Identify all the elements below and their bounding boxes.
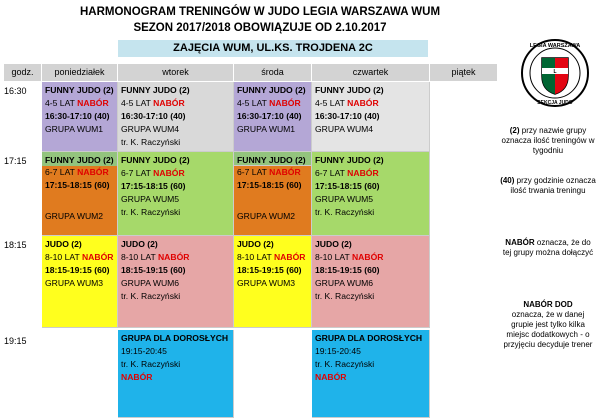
enrollment-badge: NABÓR (269, 167, 301, 177)
schedule-cell (118, 236, 234, 328)
trainer-name: tr. K. Raczyński (121, 137, 181, 147)
legend-text: przy godzinie oznacza ilość trwania treningu (510, 176, 596, 195)
schedule-cell (234, 82, 312, 152)
schedule-cell (234, 166, 312, 236)
group-name: GRUPA WUM2 (45, 211, 104, 221)
schedule-cell (118, 330, 234, 418)
class-time: 16:30-17:10 (40) (121, 111, 186, 121)
header-monday: poniedziałek (42, 64, 118, 81)
group-name: GRUPA WUM3 (237, 278, 296, 288)
schedule-cell (118, 82, 234, 152)
svg-text:LEGIA WARSZAWA: LEGIA WARSZAWA (529, 43, 581, 49)
group-name: GRUPA WUM6 (315, 278, 374, 288)
time-label: 19:15 (4, 336, 27, 346)
class-time: 19:15-20:45 (315, 346, 361, 356)
age-group: 8-10 LAT (45, 252, 80, 262)
enrollment-badge: NABÓR (77, 98, 109, 108)
class-time: 18:15-19:15 (60) (315, 265, 380, 275)
class-name: FUNNY JUDO (2) (45, 85, 114, 95)
class-name: GRUPA DLA DOROSŁYCH (315, 333, 423, 343)
group-name: GRUPA WUM3 (45, 278, 104, 288)
enrollment-badge: NABÓR (121, 372, 153, 382)
svg-text:SEKCJA JUDO: SEKCJA JUDO (537, 100, 573, 106)
legend-key: (40) (500, 176, 515, 185)
legend-note-sessions (500, 126, 596, 156)
header-friday: piątek (430, 64, 498, 81)
group-name: GRUPA WUM6 (121, 278, 180, 288)
class-name: FUNNY JUDO (2) (121, 155, 190, 165)
schedule-cell (234, 236, 312, 328)
class-time: 17:15-18:15 (60) (237, 180, 302, 190)
age-group: 8-10 LAT (237, 252, 272, 262)
schedule-cell (312, 236, 430, 328)
legia-logo (520, 38, 590, 108)
age-group: 6-7 LAT (315, 168, 345, 178)
class-time: 16:30-17:10 (40) (237, 111, 302, 121)
svg-text:L: L (553, 69, 557, 75)
group-name: GRUPA WUM4 (121, 124, 180, 134)
age-group: 4-5 LAT (237, 98, 267, 108)
age-group: 8-10 LAT (315, 252, 350, 262)
class-name: JUDO (2) (45, 239, 82, 249)
class-name: GRUPA DLA DOROSŁYCH (121, 333, 229, 343)
age-group: 4-5 LAT (315, 98, 345, 108)
group-name: GRUPA WUM1 (45, 124, 104, 134)
class-name: FUNNY JUDO (2) (315, 155, 384, 165)
header-wednesday: środa (234, 64, 312, 81)
legend-key: NABÓR (505, 238, 535, 247)
class-name: FUNNY JUDO (2) (237, 155, 306, 165)
class-time: 18:15-19:15 (60) (45, 265, 110, 275)
trainer-name: tr. K. Raczyński (315, 207, 375, 217)
group-name: GRUPA WUM5 (315, 194, 374, 204)
schedule-cell (312, 152, 430, 236)
enrollment-badge: NABÓR (273, 252, 306, 262)
legend-text: oznacza, że w danej grupie jest tylko kilka miejsc dodatkowych - o przyjęciu decyduje trener (503, 310, 593, 349)
enrollment-badge: NABÓR (77, 167, 109, 177)
class-time: 16:30-17:10 (40) (45, 111, 110, 121)
trainer-name: tr. K. Raczyński (121, 291, 181, 301)
schedule-cell (312, 330, 430, 418)
class-time: 18:15-19:15 (60) (237, 265, 302, 275)
group-name: GRUPA WUM4 (315, 124, 374, 134)
enrollment-badge: NABÓR (347, 168, 379, 178)
time-label: 16:30 (4, 86, 27, 96)
class-name: FUNNY JUDO (2) (45, 155, 114, 165)
class-name: JUDO (2) (237, 239, 274, 249)
schedule-cell-top (234, 152, 312, 166)
location-banner: ZAJĘCIA WUM, UL.KS. TROJDENA 2C (118, 40, 428, 57)
page-title: HARMONOGRAM TRENINGÓW W JUDO LEGIA WARSZAWA WUM (79, 6, 441, 18)
class-name: FUNNY JUDO (2) (237, 85, 306, 95)
enrollment-badge: NABÓR (269, 98, 301, 108)
legend-note-extra-enrollment (500, 300, 596, 350)
header-thursday: czwartek (312, 64, 430, 81)
enrollment-badge: NABÓR (81, 252, 114, 262)
class-time: 17:15-18:15 (60) (121, 181, 186, 191)
legend-text: oznacza, że do tej grupy można dołączyć (502, 238, 594, 257)
header-hour: godz. (4, 64, 42, 81)
time-label: 18:15 (4, 240, 27, 250)
class-time: 17:15-18:15 (60) (315, 181, 380, 191)
age-group: 6-7 LAT (237, 167, 267, 177)
schedule-cell (42, 166, 118, 236)
group-name: GRUPA WUM1 (237, 124, 296, 134)
schedule-cell (42, 236, 118, 328)
enrollment-badge: NABÓR (153, 168, 185, 178)
trainer-name: tr. K. Raczyński (315, 291, 375, 301)
age-group: 4-5 LAT (45, 98, 75, 108)
enrollment-badge: NABÓR (347, 98, 379, 108)
class-name: JUDO (2) (315, 239, 352, 249)
enrollment-badge: NABÓR (315, 372, 347, 382)
age-group: 8-10 LAT (121, 252, 156, 262)
class-name: FUNNY JUDO (2) (315, 85, 384, 95)
legend-note-duration (500, 176, 596, 196)
schedule-cell (312, 82, 430, 152)
page-subtitle: SEZON 2017/2018 OBOWIĄZUJE OD 2.10.2017 (133, 22, 387, 34)
enrollment-badge: NABÓR (157, 252, 190, 262)
schedule-cell (42, 82, 118, 152)
class-name: JUDO (2) (121, 239, 158, 249)
legend-key: (2) (509, 126, 520, 135)
header-tuesday: wtorek (118, 64, 234, 81)
class-time: 16:30-17:10 (40) (315, 111, 380, 121)
schedule-cell (118, 152, 234, 236)
class-time: 18:15-19:15 (60) (121, 265, 186, 275)
age-group: 6-7 LAT (45, 167, 75, 177)
legend-note-enrollment (500, 238, 596, 258)
enrollment-badge: NABÓR (153, 98, 185, 108)
legend-text: przy nazwie grupy oznacza ilość treningów w tygodniu (501, 126, 595, 155)
class-time: 17:15-18:15 (60) (45, 180, 110, 190)
enrollment-badge: NABÓR (351, 252, 384, 262)
class-name: FUNNY JUDO (2) (121, 85, 190, 95)
legend-key: NABÓR DOD (523, 300, 573, 309)
trainer-name: tr. K. Raczyński (121, 207, 181, 217)
group-name: GRUPA WUM5 (121, 194, 180, 204)
class-time: 19:15-20:45 (121, 346, 167, 356)
age-group: 4-5 LAT (121, 98, 151, 108)
group-name: GRUPA WUM2 (237, 211, 296, 221)
time-label: 17:15 (4, 156, 27, 166)
age-group: 6-7 LAT (121, 168, 151, 178)
trainer-name: tr. K. Raczyński (315, 359, 375, 369)
trainer-name: tr. K. Raczyński (121, 359, 181, 369)
